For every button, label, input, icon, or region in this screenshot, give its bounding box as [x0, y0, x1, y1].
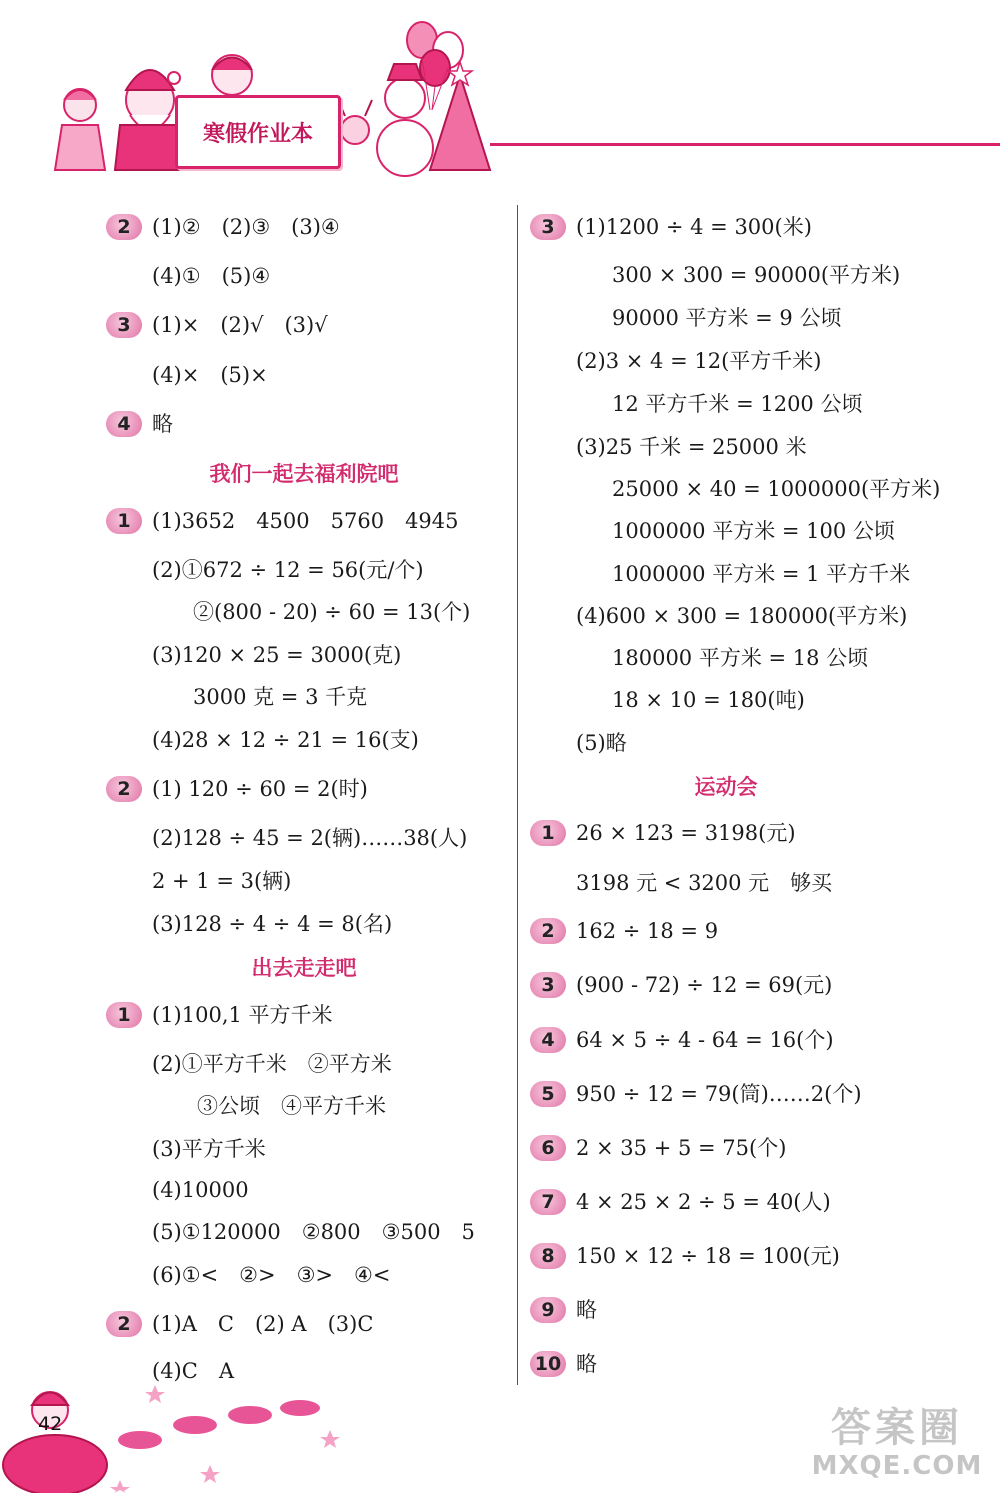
boy-head-icon: [212, 55, 252, 95]
answer-line: 3198 元 < 3200 元 够买: [576, 871, 833, 895]
answer-line-numbered: 略: [576, 1298, 597, 1322]
answer-line-numbered: 4 × 25 × 2 ÷ 5 = 40(人): [576, 1190, 831, 1214]
answer-line: (4)① (5)④: [152, 264, 271, 288]
answer-line-numbered: (1)A C (2) A (3)C: [152, 1312, 374, 1336]
answer-line: (2)128 ÷ 45 = 2(辆)……38(人): [152, 826, 468, 850]
question-number-badge: 2: [530, 918, 566, 944]
answer-line: (2)①平方千米 ②平方米: [152, 1052, 392, 1076]
question-number-badge: 9: [530, 1297, 566, 1323]
answer-line: (3)128 ÷ 4 ÷ 4 = 8(名): [152, 912, 393, 936]
answer-line: (6)①< ②> ③> ④<: [152, 1263, 391, 1287]
page-number: 42: [38, 1413, 63, 1435]
site-watermark: [802, 1405, 992, 1485]
answer-line: 12 平方千米 = 1200 公顷: [612, 392, 863, 416]
question-number-badge: 1: [106, 508, 142, 534]
question-number-badge: 8: [530, 1243, 566, 1269]
answer-line-numbered: (1)1200 ÷ 4 = 300(米): [576, 215, 812, 239]
answer-line-numbered: 26 × 123 = 3198(元): [576, 821, 796, 845]
answer-line: (3)120 × 25 = 3000(克): [152, 643, 402, 667]
answer-line: (4)28 × 12 ÷ 21 = 16(支): [152, 728, 419, 752]
question-number-badge: 3: [106, 312, 142, 338]
question-number-badge: 1: [530, 820, 566, 846]
answer-line: 300 × 300 = 90000(平方米): [612, 263, 901, 287]
column-divider: [517, 205, 518, 1385]
answer-line-numbered: (1)3652 4500 5760 4945: [152, 509, 459, 533]
answer-line-numbered: 150 × 12 ÷ 18 = 100(元): [576, 1244, 840, 1268]
question-number-badge: 2: [106, 214, 142, 240]
question-number-badge: 2: [106, 1311, 142, 1337]
answer-line: 180000 平方米 = 18 公顷: [612, 646, 869, 670]
answer-line: (3)平方千米: [152, 1137, 266, 1161]
answer-line-numbered: 2 × 35 + 5 = 75(个): [576, 1136, 787, 1160]
question-number-badge: 3: [530, 972, 566, 998]
answer-line: (5)略: [576, 731, 627, 755]
answer-line: ③公顷 ④平方千米: [197, 1094, 386, 1118]
section-heading: 出去走走吧: [251, 956, 357, 980]
answer-line: (4)10000: [152, 1178, 249, 1202]
answer-line: 2 + 1 = 3(辆): [152, 869, 292, 893]
answer-line: (2)①672 ÷ 12 = 56(元/个): [152, 558, 424, 582]
answer-line: 25000 × 40 = 1000000(平方米): [612, 477, 941, 501]
answer-line-numbered: (1)② (2)③ (3)④: [152, 215, 340, 239]
question-number-badge: 3: [530, 214, 566, 240]
answer-line: 18 × 10 = 180(吨): [612, 688, 805, 712]
header-rule: [490, 143, 1000, 146]
answer-line: (4)600 × 300 = 180000(平方米): [576, 604, 908, 628]
answer-line: 3000 克 = 3 千克: [193, 685, 368, 709]
answer-line: (4)C A: [152, 1359, 234, 1383]
answer-line-numbered: 162 ÷ 18 = 9: [576, 919, 719, 943]
answer-line: 1000000 平方米 = 100 公顷: [612, 519, 895, 543]
answer-line: 90000 平方米 = 9 公顷: [612, 306, 842, 330]
answer-line: (3)25 千米 = 25000 米: [576, 435, 807, 459]
answer-line: 1000000 平方米 = 1 平方千米: [612, 562, 911, 586]
answer-line-numbered: (1) 120 ÷ 60 = 2(时): [152, 777, 368, 801]
question-number-badge: 10: [530, 1351, 566, 1377]
answer-line: (4)× (5)×: [152, 363, 268, 387]
answer-line-numbered: (900 - 72) ÷ 12 = 69(元): [576, 973, 833, 997]
child-figure-icon: [55, 89, 105, 170]
workbook-title: 寒假作业本: [175, 95, 341, 169]
question-number-badge: 2: [106, 776, 142, 802]
answer-line-numbered: 略: [152, 412, 173, 436]
answer-line-numbered: 略: [576, 1352, 597, 1376]
section-heading: 运动会: [694, 775, 758, 799]
question-number-badge: 6: [530, 1135, 566, 1161]
answer-line-numbered: (1)100,1 平方千米: [152, 1003, 333, 1027]
answer-line-numbered: (1)× (2)√ (3)√: [152, 313, 328, 337]
question-number-badge: 4: [530, 1027, 566, 1053]
question-number-badge: 7: [530, 1189, 566, 1215]
question-number-badge: 4: [106, 411, 142, 437]
answer-line: (5)①120000 ②800 ③500 5: [152, 1220, 475, 1244]
question-number-badge: 1: [106, 1002, 142, 1028]
answer-line-numbered: 64 × 5 ÷ 4 - 64 = 16(个): [576, 1028, 834, 1052]
answer-line-numbered: 950 ÷ 12 = 79(筒)……2(个): [576, 1082, 862, 1106]
question-number-badge: 5: [530, 1081, 566, 1107]
watermark-url: MXQE.COM: [811, 1451, 983, 1481]
section-heading: 我们一起去福利院吧: [209, 462, 399, 486]
answer-line: (2)3 × 4 = 12(平方千米): [576, 349, 822, 373]
watermark-logo-text: 答案圈: [831, 1405, 963, 1451]
reindeer-icon: [338, 100, 372, 144]
answer-line: ②(800 - 20) ÷ 60 = 13(个): [193, 600, 471, 624]
